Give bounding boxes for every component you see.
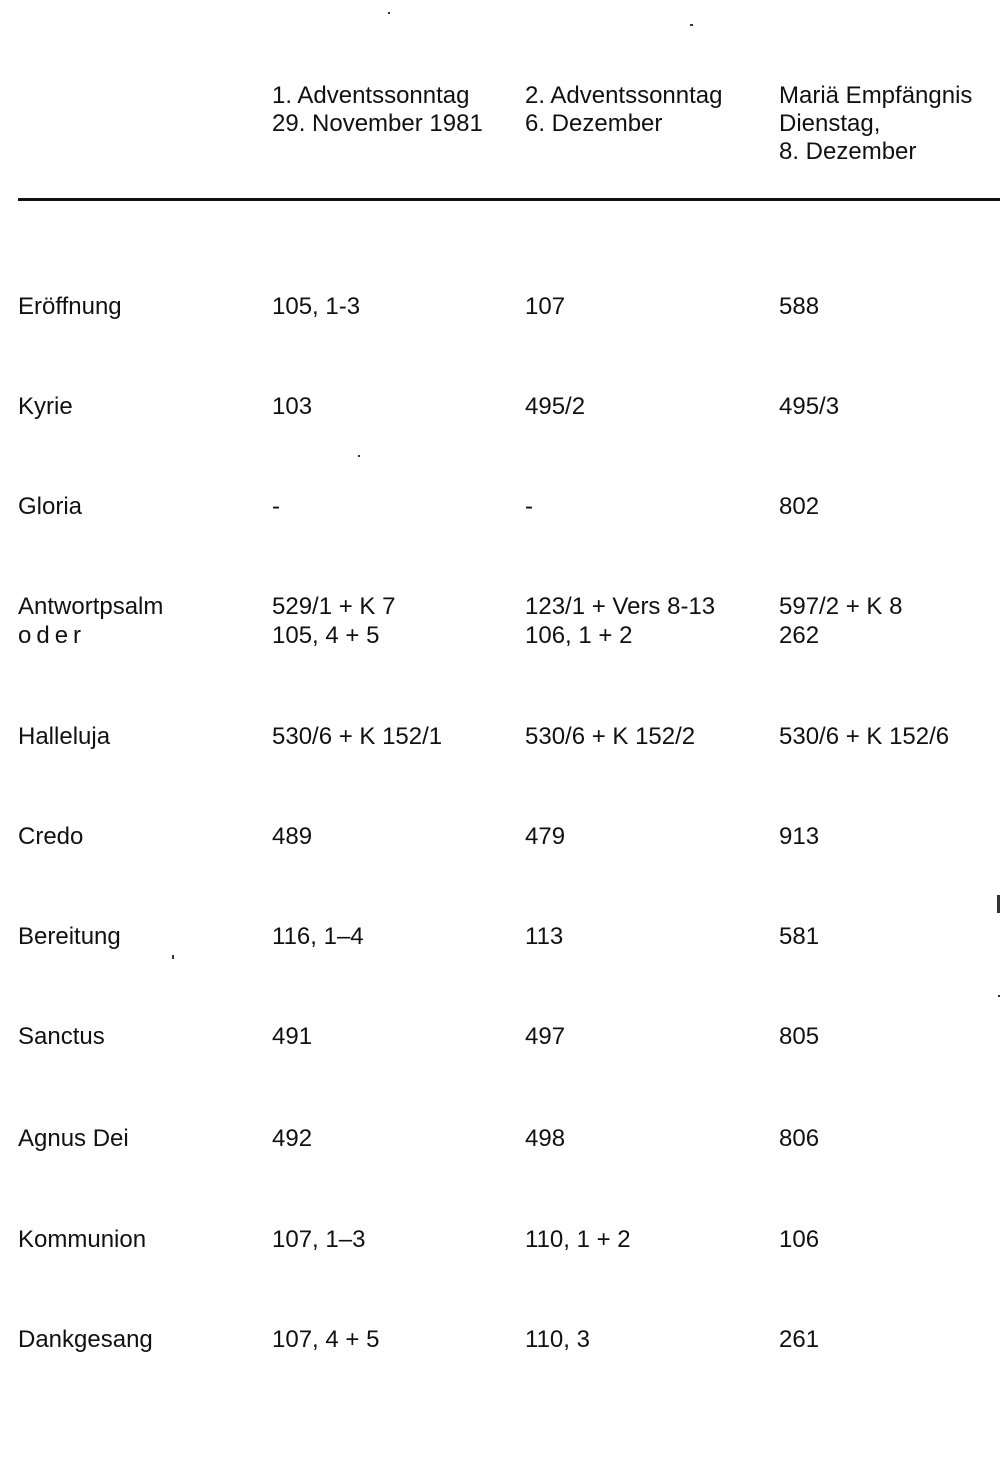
- cell-immaculate-conception-primary: 597/2 + K 8: [779, 593, 903, 620]
- cell-first-advent-primary: 529/1 + K 7: [272, 593, 396, 620]
- row-label: Bereitung: [18, 923, 121, 950]
- header-col-immaculate-conception: [779, 82, 972, 166]
- scan-speck: [358, 455, 360, 457]
- row-label-alternative: oder: [18, 622, 87, 649]
- scan-speck: [172, 955, 174, 959]
- cell-second-advent: -: [525, 493, 533, 520]
- scan-speck: [388, 12, 390, 14]
- cell-second-advent: 495/2: [525, 393, 586, 420]
- row-label: Dankgesang: [18, 1326, 153, 1353]
- header-col-immaculate-conception-line1: Mariä Empfängnis: [779, 82, 973, 109]
- row-label: Halleluja: [18, 723, 111, 750]
- cell-second-advent: 107: [525, 293, 566, 320]
- cell-second-advent: 113: [525, 923, 564, 950]
- row-label: [18, 592, 163, 650]
- cell-immaculate-conception: 495/3: [779, 393, 840, 420]
- header-col-second-advent: [525, 82, 722, 138]
- cell-first-advent: 489: [272, 823, 313, 850]
- cell-second-advent-primary: 123/1 + Vers 8-13: [525, 593, 716, 620]
- cell-first-advent: -: [272, 493, 280, 520]
- cell-first-advent: 107, 4 + 5: [272, 1326, 380, 1353]
- cell-second-advent-alternative: 106, 1 + 2: [525, 622, 633, 649]
- cell-second-advent: 110, 3: [525, 1326, 590, 1353]
- cell-first-advent: 103: [272, 393, 313, 420]
- cell-second-advent: 479: [525, 823, 566, 850]
- row-label: Sanctus: [18, 1023, 105, 1050]
- row-label: Kommunion: [18, 1226, 147, 1253]
- header-divider-rule: [18, 198, 1000, 201]
- cell-first-advent: 491: [272, 1023, 313, 1050]
- cell-immaculate-conception: 588: [779, 293, 820, 320]
- cell-first-advent: 105, 1-3: [272, 293, 361, 320]
- row-label: Kyrie: [18, 393, 73, 420]
- cell-first-advent: 492: [272, 1125, 313, 1152]
- cell-immaculate-conception: 106: [779, 1226, 820, 1253]
- header-col-first-advent-line1: 1. Adventssonntag: [272, 82, 470, 109]
- cell-first-advent: 530/6 + K 152/1: [272, 723, 443, 750]
- header-col-immaculate-conception-line3: 8. Dezember: [779, 138, 917, 165]
- cell-immaculate-conception: 261: [779, 1326, 820, 1353]
- row-label-main: Antwortpsalm: [18, 593, 164, 620]
- cell-second-advent: [525, 592, 715, 650]
- cell-first-advent: [272, 592, 395, 650]
- header-col-first-advent: [272, 82, 483, 138]
- cell-immaculate-conception: [779, 592, 902, 650]
- cell-first-advent: 107, 1–3: [272, 1226, 366, 1253]
- cell-first-advent-alternative: 105, 4 + 5: [272, 622, 380, 649]
- cell-second-advent: 530/6 + K 152/2: [525, 723, 696, 750]
- cell-immaculate-conception: 805: [779, 1023, 820, 1050]
- cell-immaculate-conception: 913: [779, 823, 820, 850]
- cell-second-advent: 497: [525, 1023, 566, 1050]
- cell-second-advent: 110, 1 + 2: [525, 1226, 631, 1253]
- cell-second-advent: 498: [525, 1125, 566, 1152]
- row-label: Gloria: [18, 493, 83, 520]
- scan-speck: [690, 24, 693, 26]
- cell-immaculate-conception: 802: [779, 493, 820, 520]
- header-col-immaculate-conception-line2: Dienstag,: [779, 110, 881, 137]
- cell-first-advent: 116, 1–4: [272, 923, 364, 950]
- cell-immaculate-conception: 806: [779, 1125, 820, 1152]
- row-label: Credo: [18, 823, 84, 850]
- row-label: Eröffnung: [18, 293, 122, 320]
- cell-immaculate-conception: 581: [779, 923, 820, 950]
- header-col-second-advent-line2: 6. Dezember: [525, 110, 663, 137]
- header-col-second-advent-line1: 2. Adventssonntag: [525, 82, 723, 109]
- header-col-first-advent-line2: 29. November 1981: [272, 110, 483, 137]
- row-label: Agnus Dei: [18, 1125, 129, 1152]
- cell-immaculate-conception: 530/6 + K 152/6: [779, 723, 950, 750]
- cell-immaculate-conception-alternative: 262: [779, 622, 820, 649]
